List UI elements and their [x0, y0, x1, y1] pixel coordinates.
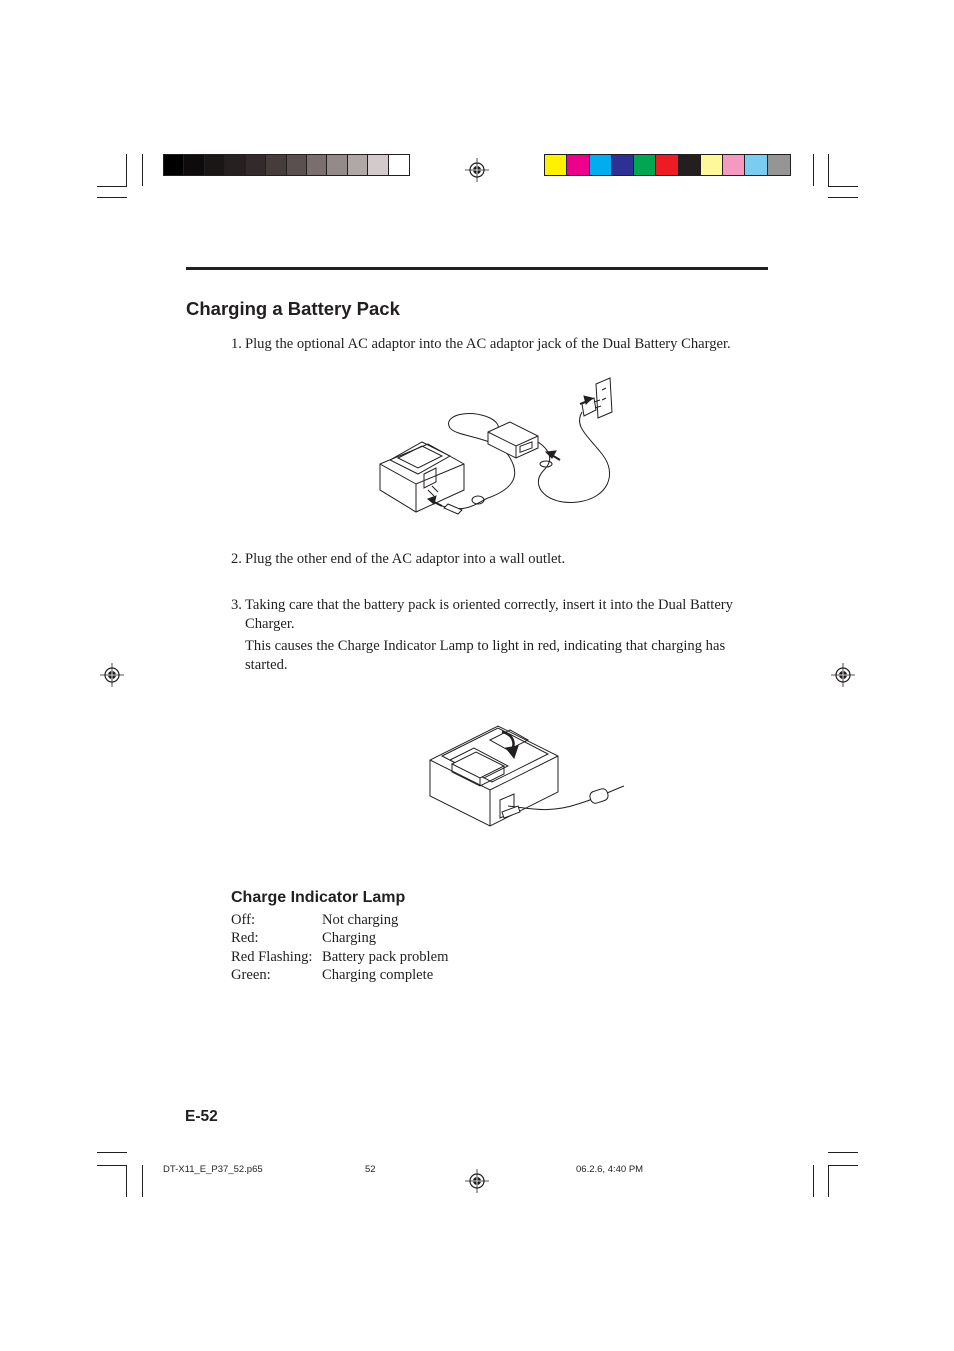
step-number: 1.: [231, 336, 242, 352]
lamp-table: [231, 911, 448, 984]
color-swatch: [701, 155, 723, 175]
color-swatch: [164, 155, 184, 175]
step-1: [231, 335, 761, 354]
lamp-meaning: Charging complete: [322, 966, 434, 983]
color-swatch: [545, 155, 567, 175]
crop-mark: [828, 186, 858, 187]
lamp-state: Green:: [231, 966, 271, 983]
lamp-meaning: Not charging: [322, 912, 399, 928]
page-number: E-52: [185, 1108, 218, 1125]
color-swatch: [634, 155, 656, 175]
crop-mark: [828, 197, 858, 198]
step-3: [231, 596, 761, 675]
crop-mark: [813, 154, 814, 186]
crop-mark: [97, 186, 127, 187]
registration-mark-icon: [100, 663, 124, 687]
color-swatch: [246, 155, 266, 175]
color-swatch: [307, 155, 327, 175]
crop-mark: [828, 1165, 858, 1166]
color-bar: [544, 154, 791, 176]
color-swatch: [768, 155, 790, 175]
crop-mark: [828, 1152, 858, 1153]
crop-mark: [126, 154, 127, 186]
registration-mark-icon: [831, 663, 855, 687]
lamp-meaning: Battery pack problem: [322, 948, 449, 965]
crop-mark: [142, 1165, 143, 1197]
footer-file: DT-X11_E_P37_52.p65: [163, 1164, 263, 1175]
crop-mark: [142, 154, 143, 186]
crop-mark: [813, 1165, 814, 1197]
step-text: Plug the other end of the AC adaptor into a wall outlet.: [245, 551, 566, 567]
color-swatch: [567, 155, 589, 175]
crop-mark: [97, 1165, 127, 1166]
battery-insertion-illustration: [428, 716, 628, 828]
step-text: Taking care that the battery pack is oriented correctly, insert it into the Dual Battery Charger.: [245, 597, 733, 632]
lamp-state: Red:: [231, 930, 259, 947]
color-swatch: [287, 155, 307, 175]
lamp-state: Red Flashing:: [231, 948, 313, 965]
step-text: Plug the optional AC adaptor into the AC adaptor jack of the Dual Battery Charger.: [245, 336, 731, 352]
lamp-row: [231, 929, 448, 947]
lamp-row: [231, 948, 448, 966]
lamp-section-title: Charge Indicator Lamp: [231, 889, 406, 906]
grayscale-bar: [163, 154, 410, 176]
color-swatch: [348, 155, 368, 175]
color-swatch: [184, 155, 204, 175]
crop-mark: [828, 154, 829, 186]
step-2: [231, 550, 761, 569]
crop-mark: [97, 1152, 127, 1153]
charger-adaptor-illustration: [378, 378, 618, 524]
crop-mark: [828, 1165, 829, 1197]
registration-mark-icon: [465, 158, 489, 182]
page-title: Charging a Battery Pack: [186, 298, 400, 319]
color-swatch: [723, 155, 745, 175]
lamp-row: [231, 911, 448, 929]
color-swatch: [368, 155, 388, 175]
lamp-state: Off:: [231, 912, 256, 928]
lamp-row: [231, 966, 448, 984]
footer-date: 06.2.6, 4:40 PM: [576, 1164, 644, 1175]
step-number: 2.: [231, 551, 242, 567]
crop-mark: [126, 1165, 127, 1197]
color-swatch: [225, 155, 245, 175]
color-swatch: [590, 155, 612, 175]
color-swatch: [612, 155, 634, 175]
step-number: 3.: [231, 597, 242, 613]
registration-mark-icon: [465, 1169, 489, 1193]
color-swatch: [679, 155, 701, 175]
color-swatch: [327, 155, 347, 175]
lamp-meaning: Charging: [322, 930, 377, 947]
color-swatch: [389, 155, 409, 175]
step-note: This causes the Charge Indicator Lamp to light in red, indicating that charging has started.: [245, 638, 726, 673]
footer-page: 52: [365, 1164, 376, 1175]
color-swatch: [266, 155, 286, 175]
color-swatch: [205, 155, 225, 175]
color-swatch: [656, 155, 678, 175]
crop-mark: [97, 197, 127, 198]
color-swatch: [745, 155, 767, 175]
header-rule: [186, 267, 768, 270]
